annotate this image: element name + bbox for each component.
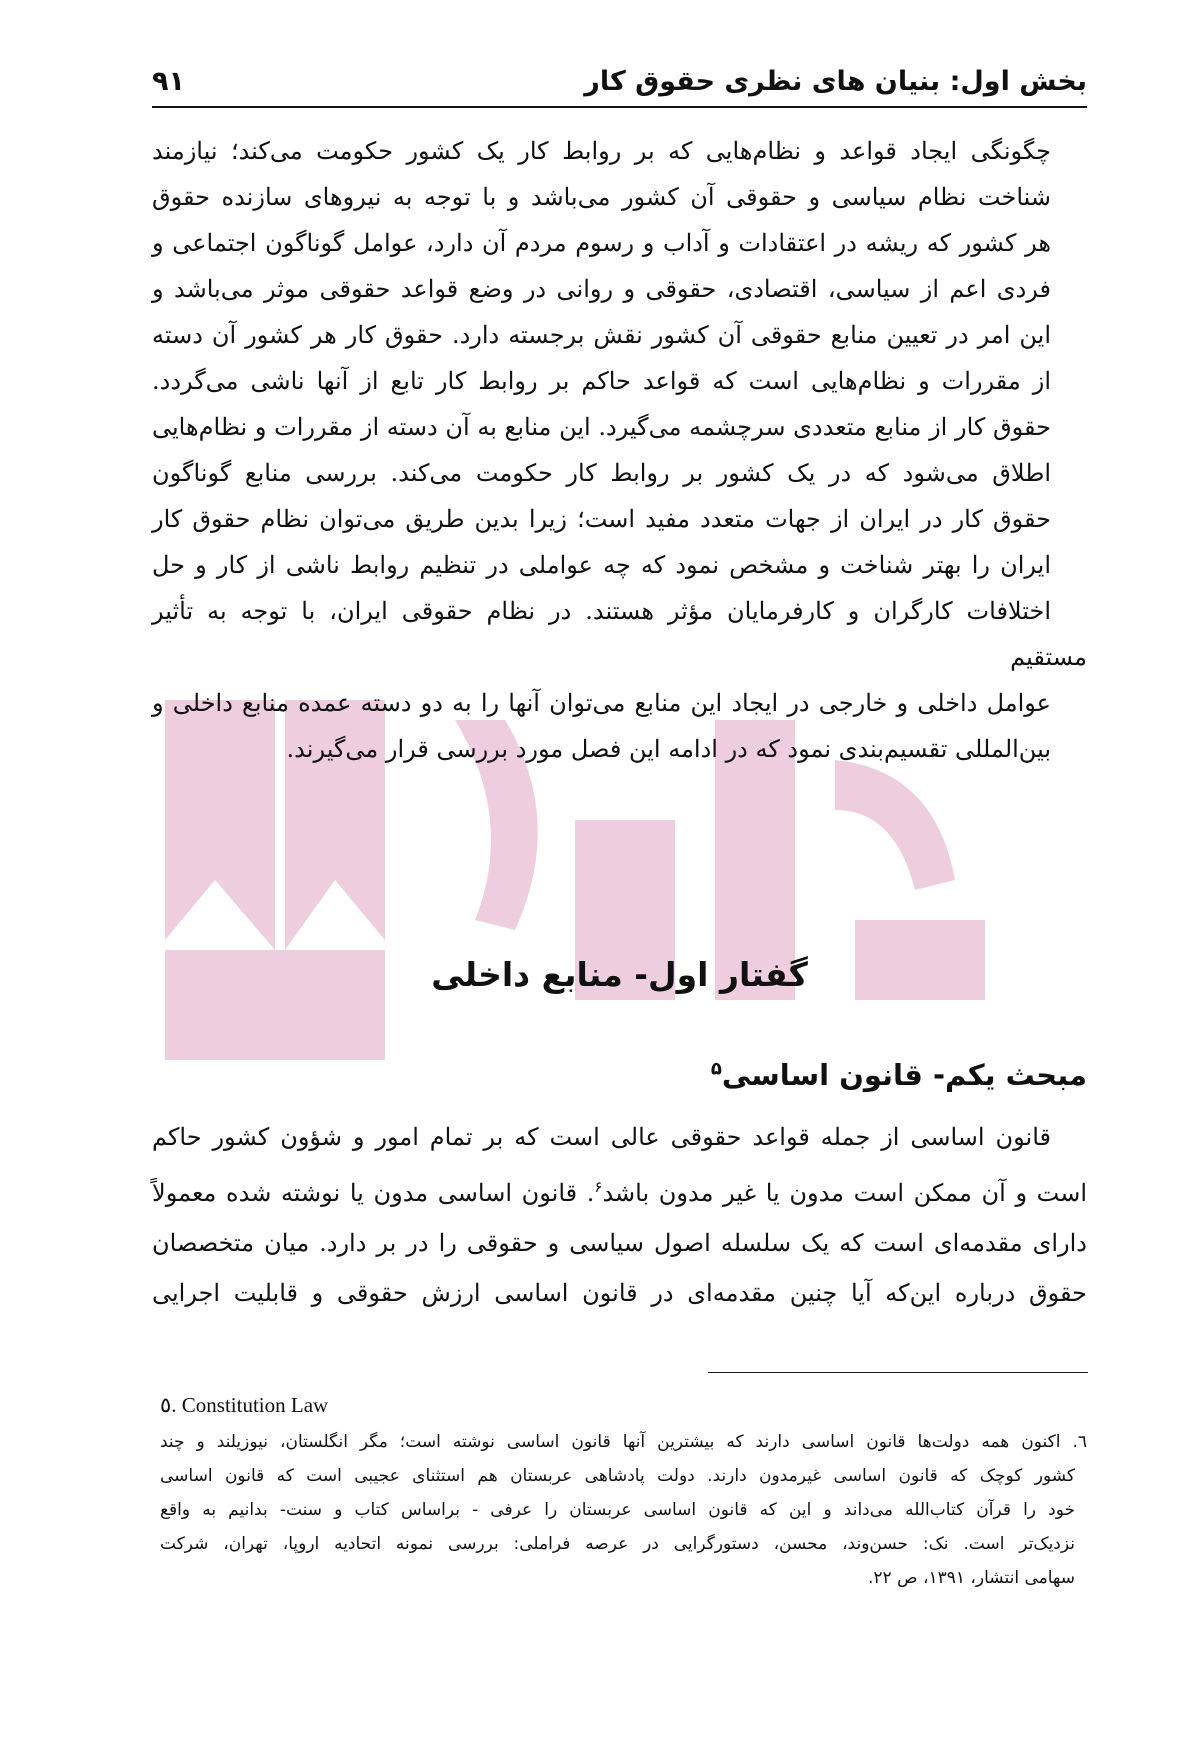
text-line: چگونگی ایجاد قواعد و نظام‌هایی که بر روابط کار یک کشور حکومت می‌کند؛ نیازمند [152, 137, 1051, 165]
footnote-5: ٥. Constitution Law [160, 1393, 329, 1417]
text-line: از مقررات و نظام‌هایی است که قواعد حاکم بر روابط کار تابع از آنها ناشی می‌گردد. [152, 367, 1051, 395]
footnote-line: کشور کوچک که قانون اساسی غیرمدون دارند. دولت پادشاهی عربستان هم استثنای عجیبی است که قانون اساسی [160, 1466, 1075, 1486]
text-line: دارای مقدمه‌ای است که یک سلسله اصول سیاسی و حقوقی را در بر دارد. میان متخصصان [152, 1229, 1087, 1257]
chapter-heading: گفتار اول- منابع داخلی [431, 955, 808, 994]
text-line: عوامل داخلی و خارجی در ایجاد این منابع می‌توان آنها را به دو دسته عمده منابع داخلی و [152, 689, 1051, 717]
section-heading-text: مبحث یکم- قانون اساسی [721, 1058, 1087, 1092]
text-line: اختلافات کارگران و کارفرمایان مؤثر هستند. در نظام حقوقی ایران، با توجه به تأثیر مستقیم [152, 597, 1087, 671]
footnote-line: نزدیک‌تر است. نک: حسن‌وند، محسن، دستورگرایی در عرصه فراملی: بررسی نمونه اتحادیه اروپا، تهران، شرکت [160, 1534, 1075, 1554]
text-segment: است و آن ممکن است مدون یا غیر مدون باشد [602, 1179, 1088, 1207]
footnote-divider [708, 1372, 1088, 1373]
running-header [152, 56, 1087, 108]
text-line: اطلاق می‌شود که در یک کشور بر روابط کار حکومت می‌کند. بررسی منابع گوناگون [152, 459, 1051, 487]
text-line: ایران را بهتر شناخت و مشخص نمود که چه عواملی در تنظیم روابط ناشی از کار و حل [152, 551, 1051, 579]
text-line: هر کشور که ریشه در اعتقادات و آداب و رسوم مردم آن دارد، عوامل گوناگون اجتماعی و [152, 229, 1051, 257]
text-segment: . قانون اساسی مدون یا نوشته شده معمولاً [152, 1179, 595, 1207]
text-line: قانون اساسی از جمله قواعد حقوقی عالی است که بر تمام امور و شؤون کشور حاکم [152, 1123, 1051, 1151]
intro-paragraph [152, 128, 1087, 772]
footnote-ref-5[interactable]: ۵ [710, 1058, 722, 1080]
footnote-line: خود را قرآن کتاب‌الله می‌داند و این که قانون اساسی عربستان را عرفی - براساس کتاب و سنت- بدانیم به واقع [160, 1500, 1075, 1520]
text-line: شناخت نظام سیاسی و حقوقی آن کشور می‌باشد و با توجه به نیروهای سازنده حقوق [152, 183, 1051, 211]
section-heading [152, 1058, 1087, 1092]
text-line [152, 1162, 1087, 1218]
running-head-title: بخش اول: بنیان های نظری حقوق کار [584, 65, 1087, 97]
paragraph-1 [152, 128, 1087, 772]
text-line: حقوق درباره این‌که آیا چنین مقدمه‌ای در قانون اساسی ارزش حقوقی و قابلیت اجرایی [152, 1279, 1087, 1307]
page-number: ۹۱ [152, 65, 185, 97]
footnote-line: سهامی انتشار، ۱۳۹۱، ص ۲۲. [867, 1568, 1075, 1588]
text-line: فردی اعم از سیاسی، اقتصادی، حقوقی و روانی در وضع قواعد حقوقی موثر می‌باشد و [152, 275, 1051, 303]
text-line: حقوق کار از منابع متعددی سرچشمه می‌گیرد. این منابع به آن دسته از مقررات و نظام‌هایی [152, 413, 1051, 441]
text-line: بین‌المللی تقسیم‌بندی نمود که در ادامه این فصل مورد بررسی قرار می‌گیرند. [286, 735, 1051, 763]
footnote-line: ٦. اکنون همه دولت‌ها قانون اساسی دارند که بیشترین آنها قانون اساسی نوشته است؛ مگر انگلستان، نیوزیلند و چند [160, 1432, 1087, 1452]
text-line: حقوق کار در ایران از جهات متعدد مفید است؛ زیرا بدین طریق می‌توان نظام حقوق کار [152, 505, 1051, 533]
footnote-6 [160, 1425, 1087, 1595]
footnote-ref-6[interactable]: ۶ [594, 1178, 603, 1196]
constitution-paragraph [152, 1112, 1087, 1318]
text-line: این امر در تعیین منابع حقوقی آن کشور نقش برجسته دارد. حقوق کار هر کشور آن دسته [152, 321, 1051, 349]
